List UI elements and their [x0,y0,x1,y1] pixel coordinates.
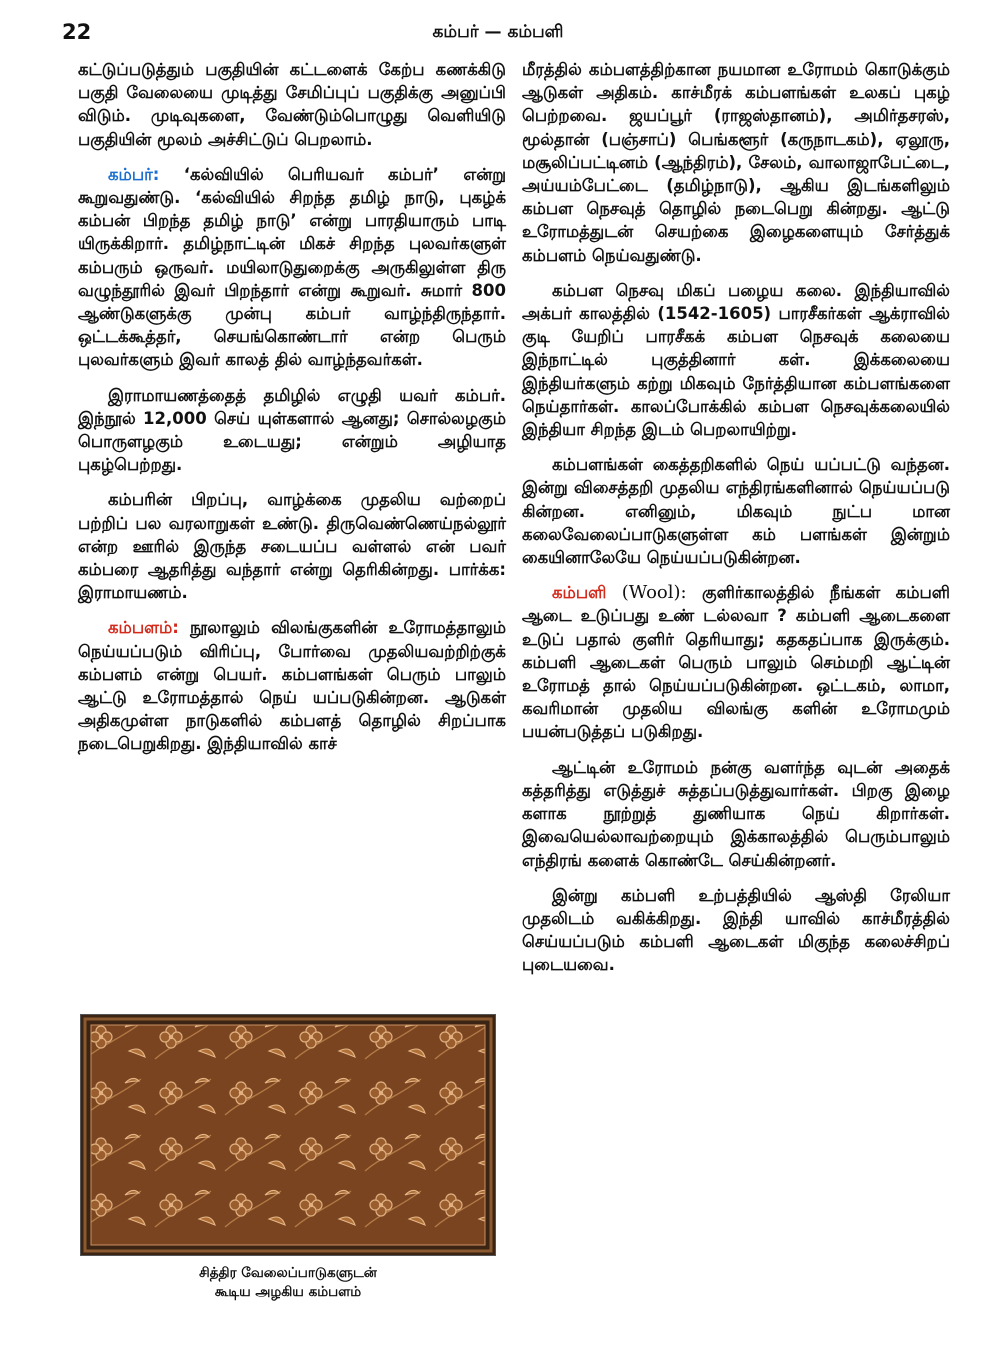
running-title: கம்பர் — கம்பளி [432,22,564,42]
entry-kambar [78,163,506,372]
kambali-paragraph-2: ஆட்டின் உரோமம் நன்கு வளர்ந்த வுடன் அதைக் கத்தரித்து எடுத்துச் சுத்தப்படுத்துவார்கள். பிறகு இழை களாக நூற்றுத் துணியாக நெய் கிறார்கள். இவையெல்லாவற்றையும் இக்காலத்தில் பெரும்பாலும் எந்திரங் களைக் கொண்டே செய்கின்றனர். [522,757,950,870]
kambalam-paragraph-1: நூலாலும் விலங்குகளின் உரோமத்தாலும் நெய்யப்படும் விரிப்பு, போர்வை முதலியவற்றிற்குக் கம்பளம் என்று பெயர். கம்பளங்கள் பெரும் பாலும் ஆட்டு உரோமத்தால் நெய் யப்படுகின்றன. ஆடுகள் அதிகமுள்ள நாடுகளில் கம்பளத் தொழில் சிறப்பாக நடைபெறுகிறது. இந்தியாவில் காச் [78,618,506,754]
right-column [522,58,950,989]
entry-kambalam [78,616,506,755]
left-column [78,58,506,768]
headword-kambar: கம்பர்: [108,164,160,184]
kambalam-paragraph-3: கம்பளங்கள் கைத்தறிகளில் நெய் யப்பட்டு வந்தன. இன்று விசைத்தறி முதலிய எந்திரங்களினால் நெய்யப்படு கின்றன. எனினும், மிகவும் நுட்ப மான கலைவேலைப்பாடுகளுள்ள கம் பளங்கள் இன்றும் கையினாலேயே நெய்யப்படுகின்றன. [522,455,950,568]
headword-kambali: கம்பளி [552,583,607,603]
page-number: 22 [62,20,92,44]
figure-caption [80,1264,496,1302]
carpet-figure [80,1014,496,1302]
caption-line-1: சித்திர வேலைப்பாடுகளுடன் [199,1265,377,1281]
kambar-paragraph-2: இராமாயணத்தைத் தமிழில் எழுதி யவர் கம்பர். இந்நூல் 12,000 செய் யுள்களால் ஆனது; சொல்லழகும் பொருளழகும் உடையது; என்றும் அழியாத புகழ்பெற்றது. [78,385,506,475]
carpet-image [80,1014,496,1256]
page-header [0,14,996,50]
kambali-paragraph-3: இன்று கம்பளி உற்பத்தியில் ஆஸ்தி ரேலியா முதலிடம் வகிக்கிறது. இந்தி யாவில் காச்மீரத்தில் செய்யப்படும் கம்பளி ஆடைகள் மிகுந்த கலைச்சிறப் புடையவை. [522,885,950,975]
kambali-paragraph-1: குளிர்காலத்தில் நீங்கள் கம்பளி ஆடை உடுப்பது உண் டல்லவா ? கம்பளி ஆடைகளை உடுப் பதால் குளிர் தெரியாது; கதகதப்பாக இருக்கும். கம்பளி ஆடைகள் பெரும் பாலும் செம்மறி ஆட்டின் உரோமத் தால் நெய்யப்படுகின்றன. ஒட்டகம், லாமா, கவரிமான் முதலிய விலங்கு களின் உரோமமும் பயன்படுத்தப் படுகிறது. [522,583,951,742]
headword-kambalam: கம்பளம்: [108,618,179,638]
entry-kambali [522,581,950,743]
headword-kambali-english: (Wool): [606,582,687,604]
caption-line-2: கூடிய அழகிய கம்பளம் [214,1284,362,1300]
kambar-paragraph-1: ‘கல்வியில் பெரியவர் கம்பர்’ என்று கூறுவதுண்டு. ‘கல்வியில் சிறந்த தமிழ் நாடு, புகழ்க் கம்பன் பிறந்த தமிழ் நாடு’ என்று பாரதியாரும் பாடி யிருக்கிறார். தமிழ்நாட்டின் மிகச் சிறந்த புலவர்களுள் கம்பரும் ஒருவர். மயிலாடுதுறைக்கு அருகிலுள்ள திரு வழுந்தூரில் இவர் பிறந்தார் என்று கூறுவர். சுமார் 800 ஆண்டுகளுக்கு முன்பு கம்பர் வாழ்ந்திருந்தார். ஒட்டக்கூத்தர், செயங்கொண்டார் என்ற பெரும் புலவர்களும் இவர் காலத் தில் வாழ்ந்தவர்கள். [78,164,506,370]
paragraph-computer-continued: கட்டுப்படுத்தும் பகுதியின் கட்டளைக் கேற்ப கணக்கிடு பகுதி வேலையை முடித்து சேமிப்புப் பகுதிக்கு அனுப்பி விடும். முடிவுகளை, வேண்டும்பொழுது வெளியிடு பகுதியின் மூலம் அச்சிட்டுப் பெறலாம். [78,60,506,149]
kambalam-paragraph-2: கம்பள நெசவு மிகப் பழைய கலை. இந்தியாவில் அக்பர் காலத்தில் (1542-1605) பாரசீகர்கள் ஆக்ராவில் குடி யேறிப் பாரசீகக் கம்பள நெசவுக் கலையை இந்நாட்டில் புகுத்தினார் கள். இக்கலையை இந்தியர்களும் கற்று மிகவும் நேர்த்தியான கம்பளங்களை நெய்தார்கள். காலப்போக்கில் கம்பள நெசவுக்கலையில் இந்தியா சிறந்த இடம் பெறலாயிற்று. [522,280,950,440]
kambalam-paragraph-continued: மீரத்தில் கம்பளத்திற்கான நயமான உரோமம் கொடுக்கும் ஆடுகள் அதிகம். காச்மீரக் கம்பளங்கள் உலகப் புகழ் பெற்றவை. ஜயப்பூர் (ராஜஸ்தானம்), அமிர்தசரஸ், மூல்தான் (பஞ்சாப்) பெங்களூர் (கருநாடகம்), ஏலூரு, மசூலிப்பட்டினம் (ஆந்திரம்), சேலம், வாலாஜாபேட்டை, அய்யம்பேட்டை (தமிழ்நாடு), ஆகிய இடங்களிலும் கம்பள நெசவுத் தொழில் நடைபெறு கின்றது. ஆட்டு உரோமத்துடன் செயற்கை இழைகளையும் சேர்த்துக் கம்பளம் நெய்வதுண்டு. [522,60,950,265]
kambar-paragraph-3: கம்பரின் பிறப்பு, வாழ்க்கை முதலிய வற்றைப் பற்றிப் பல வரலாறுகள் உண்டு. திருவெண்ணெய்நல்லூர் என்ற ஊரில் இருந்த சடையப்ப வள்ளல் என் பவர் கம்பரை ஆதரித்து வந்தார் என்று தெரிகின்றது. பார்க்க: இராமாயணம். [78,490,506,603]
